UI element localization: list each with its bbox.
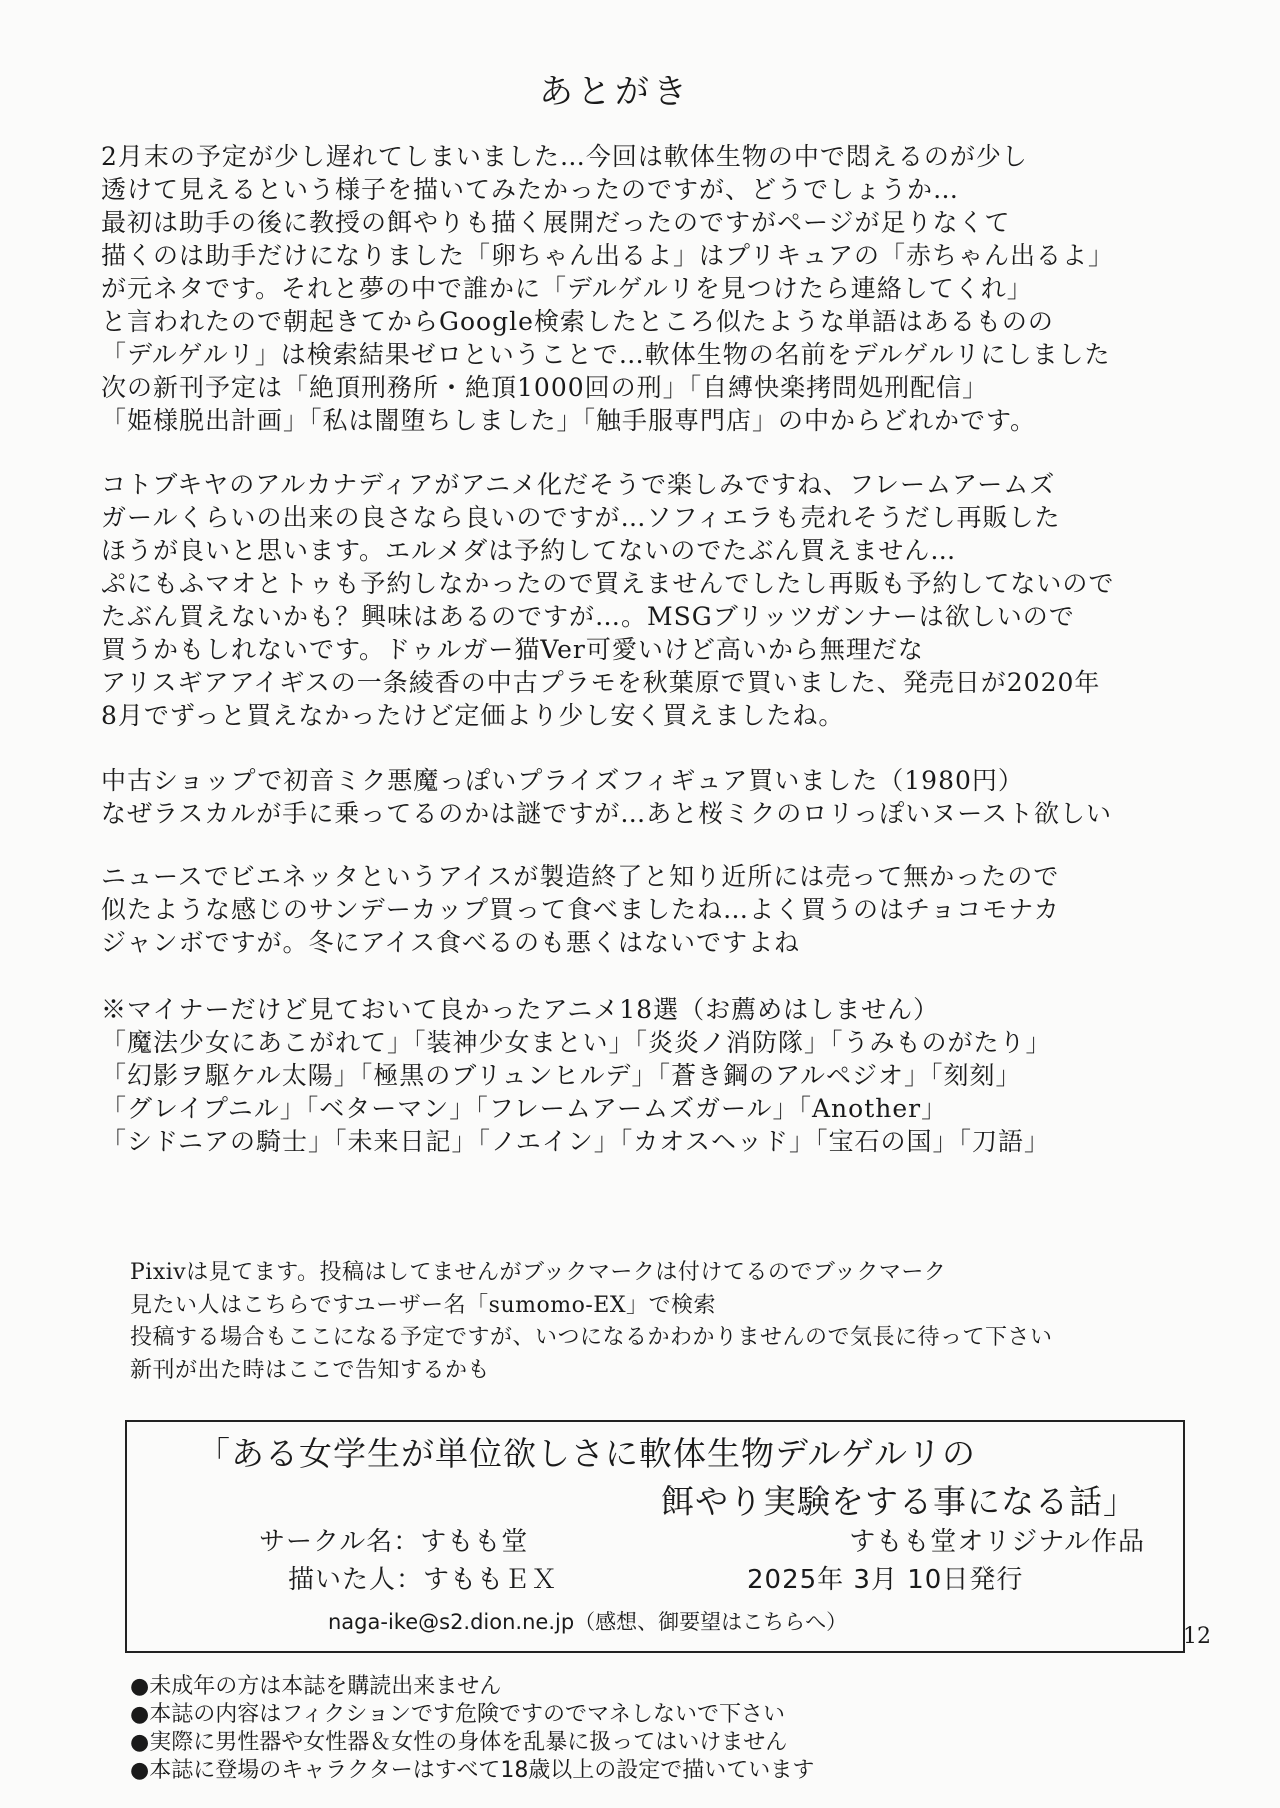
text-line: ニュースでビエネッタというアイスが製造終了と知り近所には売って無かったので [101,862,1060,891]
paragraph-figures [101,468,1114,732]
text-line: ほうが良いと思います。エルメダは予約してないのでたぶん買えません… [101,536,957,565]
disclaimer-item: ●本誌に登場のキャラクターはすべて18歳以上の設定で描いています [130,1758,815,1783]
disclaimer-item: ●実際に男性器や女性器＆女性の身体を乱暴に扱ってはいけません [130,1730,788,1755]
text-line: と言われたので朝起きてからGoogle検索したところ似たような単語はあるものの [101,307,1054,336]
text-line: 「デルゲルリ」は検索結果ゼロということで…軟体生物の名前をデルゲルリにしました [101,340,1111,369]
text-line: 新刊が出た時はここで告知するかも [130,1357,491,1383]
text-line: 中古ショップで初音ミク悪魔っぽいプライズフィギュア買いました（1980円） [101,766,1024,795]
text-line: ※マイナーだけど見ておいて良かったアニメ18選（お薦めはしません） [101,995,940,1024]
text-line: 「幻影ヲ駆ケル太陽」「極黒のブリュンヒルデ」「蒼き鋼のアルペジオ」「刻刻」 [101,1061,1022,1090]
paragraph-ice-cream [101,860,1060,959]
page-number: 12 [1183,1624,1211,1649]
disclaimer-item: ●本誌の内容はフィクションです危険ですのでマネしないで下さい [130,1702,785,1727]
text-line: 8月でずっと買えなかったけど定価より少し安く買えましたね。 [101,701,845,730]
text-line: 透けて見えるという様子を描いてみたかったのですが、どうでしょうか… [101,175,960,204]
text-line: たぶん買えないかも？興味はあるのですが…。MSGブリッツガンナーは欲しいので [101,602,1075,631]
paragraph-release-notes [101,140,1114,437]
text-line: コトブキヤのアルカナディアがアニメ化だそうで楽しみですね、フレームアームズ [101,470,1056,499]
text-line: 「魔法少女にあこがれて」「装神少女まとい」「炎炎ノ消防隊」「うみものがたり」 [101,1028,1052,1057]
text-line: アリスギアアイギスの一条綾香の中古プラモを秋葉原で買いました、発売日が2020年 [101,668,1101,697]
text-line: 「シドニアの騎士」「未来日記」「ノエイン」「カオスヘッド」「宝石の国」「刀語」 [101,1127,1051,1156]
disclaimer-item: ●未成年の方は本誌を購読出来ません [130,1674,502,1699]
text-line: Pixivは見てます。投稿はしてませんがブックマークは付けてるのでブックマーク [130,1260,947,1285]
text-line: ジャンボですが。冬にアイス食べるのも悪くはないですよね [101,928,801,957]
paragraph-anime-list [101,993,1052,1158]
text-line: 投稿する場合もここになる予定ですが、いつになるかわかりませんので気長に待って下さい [130,1325,1053,1350]
page-title: あとがき [539,72,691,112]
original-work-label: すもも堂オリジナル作品 [849,1527,1145,1557]
paragraph-miku [101,764,1112,830]
text-line: 見たい人はこちらですユーザー名「sumomo-EX」で検索 [130,1292,717,1318]
text-line: が元ネタです。それと夢の中で誰かに「デルゲルリを見つけたら連絡してくれ」 [101,274,1033,303]
text-line: ぷにもふマオとトゥも予約しなかったので買えませんでしたし再販も予約してないので [101,569,1115,598]
publish-date: 2025年 3月 10日発行 [747,1565,1024,1595]
book-title-line2: 餌やり実験をする事になる話」 [661,1482,1137,1521]
circle-name: サークル名：すもも堂 [259,1527,529,1557]
text-line: 次の新刊予定は「絶頂刑務所・絶頂1000回の刑」「自縛快楽拷問処刑配信」 [101,373,989,402]
text-line: なぜラスカルが手に乗ってるのかは謎ですが…あと桜ミクのロリっぽいヌースト欲しい [101,799,1113,828]
contact-email: naga-ike@s2.dion.ne.jp（感想、御要望はこちらへ） [328,1610,848,1634]
text-line: 「姫様脱出計画」「私は闇堕ちしました」「触手服専門店」の中からどれかです。 [101,406,1037,435]
colophon-box [125,1420,1185,1653]
text-line: ガールくらいの出来の良さなら良いのですが…ソフィエラも売れそうだし再販した [101,503,1061,532]
text-line: 2月末の予定が少し遅れてしまいました…今回は軟体生物の中で悶えるのが少し [101,142,1028,171]
text-line: 似たような感じのサンデーカップ買って食べましたね…よく買うのはチョコモナカ [101,895,1060,924]
text-line: 買うかもしれないです。ドゥルガー猫Ver可愛いけど高いから無理だな [101,635,924,664]
pixiv-notice [130,1257,1053,1387]
text-line: 描くのは助手だけになりました「卵ちゃん出るよ」はプリキュアの「赤ちゃん出るよ」 [101,241,1115,270]
artist-name: 描いた人：すももＥＸ [288,1565,559,1595]
disclaimers [130,1673,814,1785]
text-line: 「グレイプニル」「ベターマン」「フレームアームズガール」「Another」 [101,1094,948,1123]
book-title-line1: 「ある女学生が単位欲しさに軟体生物デルゲルリの [197,1434,977,1473]
text-line: 最初は助手の後に教授の餌やりも描く展開だったのですがページが足りなくて [101,208,1011,237]
